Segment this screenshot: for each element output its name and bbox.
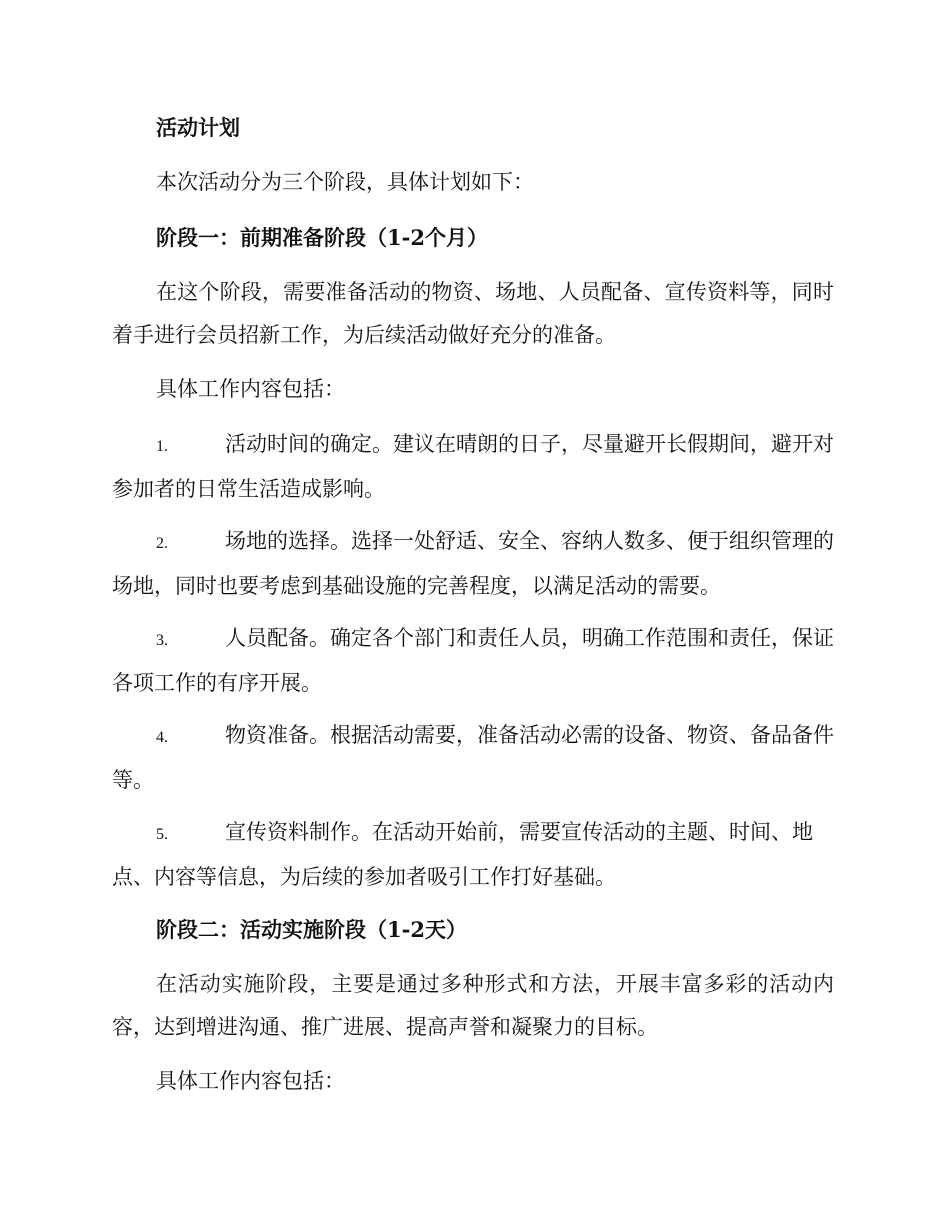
document-title: 活动计划 bbox=[156, 115, 240, 140]
list-item-number: 2. bbox=[156, 535, 168, 552]
phase2-description: 在活动实施阶段，主要是通过多种形式和方法，开展丰富多彩的活动内容，达到增进沟通、推广进展、提高声誉和凝聚力的目标。 bbox=[112, 972, 834, 1039]
list-item bbox=[112, 423, 834, 511]
phase1-description: 在这个阶段，需要准备活动的物资、场地、人员配备、宣传资料等，同时着手进行会员招新工作，为后续活动做好充分的准备。 bbox=[112, 280, 834, 347]
list-item-text: 活动时间的确定。建议在晴朗的日子，尽量避开长假期间，避开对参加者的日常生活造成影响。 bbox=[112, 432, 834, 501]
intro-paragraph: 本次活动分为三个阶段，具体计划如下： bbox=[156, 170, 534, 194]
list-item-number: 1. bbox=[156, 438, 168, 455]
list-item-text: 宣传资料制作。在活动开始前，需要宣传活动的主题、时间、地点、内容等信息，为后续的参加者吸引工作打好基础。 bbox=[112, 820, 813, 889]
list-item bbox=[112, 811, 834, 899]
phase1-list-intro: 具体工作内容包括： bbox=[156, 377, 345, 401]
list-item bbox=[112, 714, 834, 802]
list-item bbox=[112, 520, 834, 608]
list-item-text: 场地的选择。选择一处舒适、安全、容纳人数多、便于组织管理的场地，同时也要考虑到基础设施的完善程度，以满足活动的需要。 bbox=[112, 529, 834, 598]
list-item-text: 物资准备。根据活动需要，准备活动必需的设备、物资、备品备件等。 bbox=[112, 723, 834, 792]
list-item-number: 5. bbox=[156, 826, 168, 843]
list-item-number: 4. bbox=[156, 729, 168, 746]
phase1-heading: 阶段一：前期准备阶段（1-2个月） bbox=[156, 225, 488, 250]
phase2-heading: 阶段二：活动实施阶段（1-2天） bbox=[156, 917, 467, 942]
list-item-text: 人员配备。确定各个部门和责任人员，明确工作范围和责任，保证各项工作的有序开展。 bbox=[112, 626, 834, 695]
phase2-list-intro: 具体工作内容包括： bbox=[156, 1069, 345, 1093]
list-item-number: 3. bbox=[156, 632, 168, 649]
list-item bbox=[112, 617, 834, 705]
